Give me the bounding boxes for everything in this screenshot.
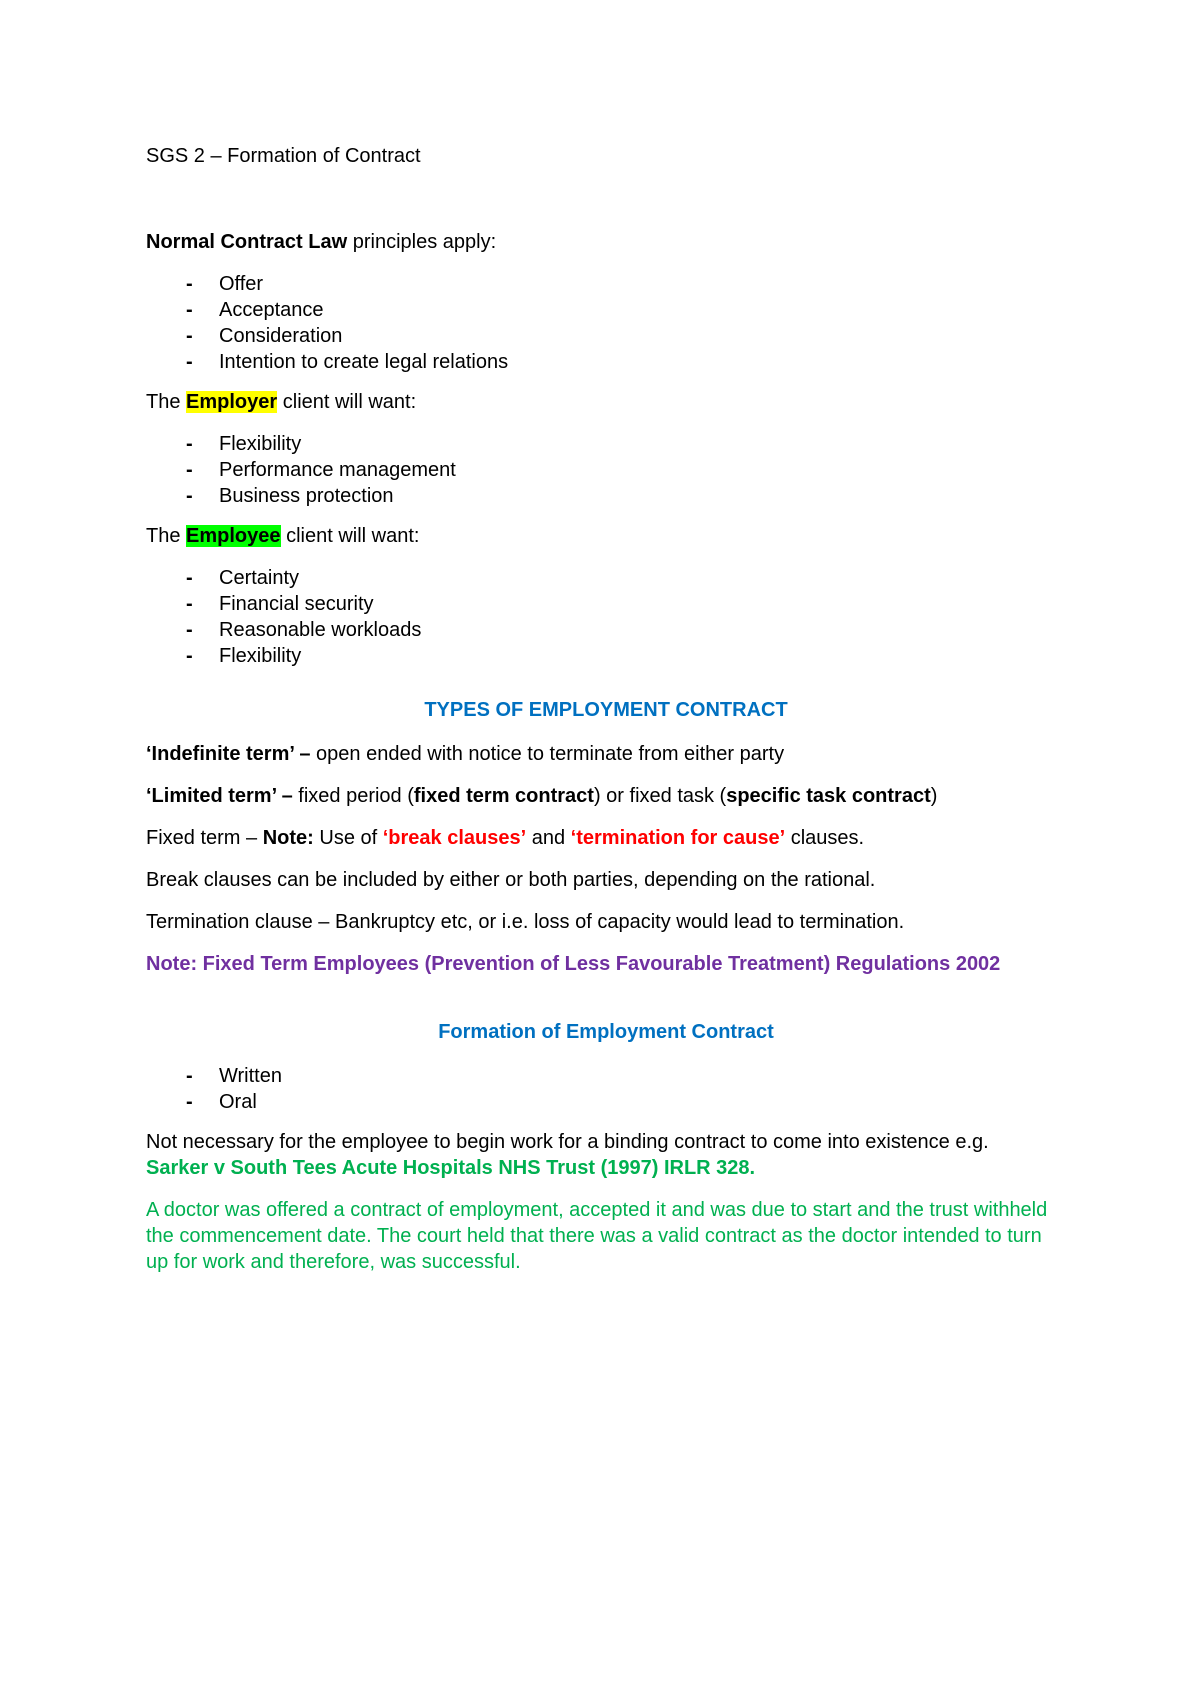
types-heading: TYPES OF EMPLOYMENT CONTRACT xyxy=(424,699,788,721)
list-item: - Business protection xyxy=(146,483,1066,509)
intro-rest: principles apply: xyxy=(347,231,497,253)
employer-line xyxy=(146,389,1066,415)
employee-highlight: Employee xyxy=(186,525,281,547)
formation-heading: Formation of Employment Contract xyxy=(438,1021,774,1043)
case-summary: A doctor was offered a contract of employment, accepted it and was due to start and the trust withheld the commencement date. The court held that there was a valid contract as the doctor intended to turn up for work and therefore, was successful. xyxy=(146,1199,1048,1273)
break-clauses-line: Break clauses can be included by either or both parties, depending on the rational. xyxy=(146,869,876,891)
employer-post: client will want: xyxy=(277,391,417,413)
employer-pre: The xyxy=(146,391,187,413)
intro-bold: Normal Contract Law xyxy=(146,231,348,253)
fixed-note-text: Use of xyxy=(313,827,383,849)
list-item: - Offer xyxy=(146,271,1066,297)
limited-text: fixed period ( xyxy=(292,785,414,807)
fixed-note-text: clauses. xyxy=(785,827,865,849)
list-item: - Intention to create legal relations xyxy=(146,349,1066,375)
indefinite-rest: open ended with notice to terminate from either party xyxy=(310,743,785,765)
employee-wants-list xyxy=(146,565,1066,669)
list-item: - Reasonable workloads xyxy=(146,617,1066,643)
indefinite-term-line xyxy=(146,741,1066,767)
limited-bold: fixed term contract xyxy=(413,785,594,807)
document-body xyxy=(146,143,1066,1291)
fixed-term-note-line xyxy=(146,825,1066,851)
indefinite-bold: ‘Indefinite term’ – xyxy=(146,743,311,765)
employee-post: client will want: xyxy=(280,525,420,547)
principles-list xyxy=(146,271,1066,375)
employee-line xyxy=(146,523,1066,549)
list-item: - Certainty xyxy=(146,565,1066,591)
list-item: - Written xyxy=(146,1063,1066,1089)
limited-text: ) xyxy=(930,785,938,807)
fixed-note-text: Fixed term – xyxy=(146,827,263,849)
limited-bold: ‘Limited term’ – xyxy=(146,785,293,807)
not-necessary-paragraph xyxy=(146,1129,1066,1181)
fixed-note-bold: Note: xyxy=(262,827,314,849)
list-item: - Financial security xyxy=(146,591,1066,617)
limited-term-line xyxy=(146,783,1066,809)
case-name: Sarker v South Tees Acute Hospitals NHS Trust (1997) IRLR 328. xyxy=(146,1157,756,1179)
list-item: - Oral xyxy=(146,1089,1066,1115)
break-clauses-term: ‘break clauses’ xyxy=(382,827,527,849)
document-title: SGS 2 – Formation of Contract xyxy=(146,145,421,167)
limited-text: ) or fixed task ( xyxy=(593,785,727,807)
intro-line xyxy=(146,229,1066,255)
list-item: - Flexibility xyxy=(146,431,1066,457)
termination-clause-line: Termination clause – Bankruptcy etc, or i.e. loss of capacity would lead to termination. xyxy=(146,911,905,933)
list-item: - Flexibility xyxy=(146,643,1066,669)
formation-list xyxy=(146,1063,1066,1115)
employer-wants-list xyxy=(146,431,1066,509)
termination-for-cause-term: ‘termination for cause’ xyxy=(570,827,786,849)
list-item: - Acceptance xyxy=(146,297,1066,323)
regulation-note: Note: Fixed Term Employees (Prevention of Less Favourable Treatment) Regulations 2002 xyxy=(146,953,1001,975)
list-item: - Consideration xyxy=(146,323,1066,349)
employee-pre: The xyxy=(146,525,187,547)
fixed-note-text: and xyxy=(526,827,571,849)
not-necessary-text: Not necessary for the employee to begin work for a binding contract to come into existence e.g. xyxy=(146,1131,989,1153)
list-item: - Performance management xyxy=(146,457,1066,483)
employer-highlight: Employer xyxy=(186,391,278,413)
limited-bold: specific task contract xyxy=(726,785,931,807)
